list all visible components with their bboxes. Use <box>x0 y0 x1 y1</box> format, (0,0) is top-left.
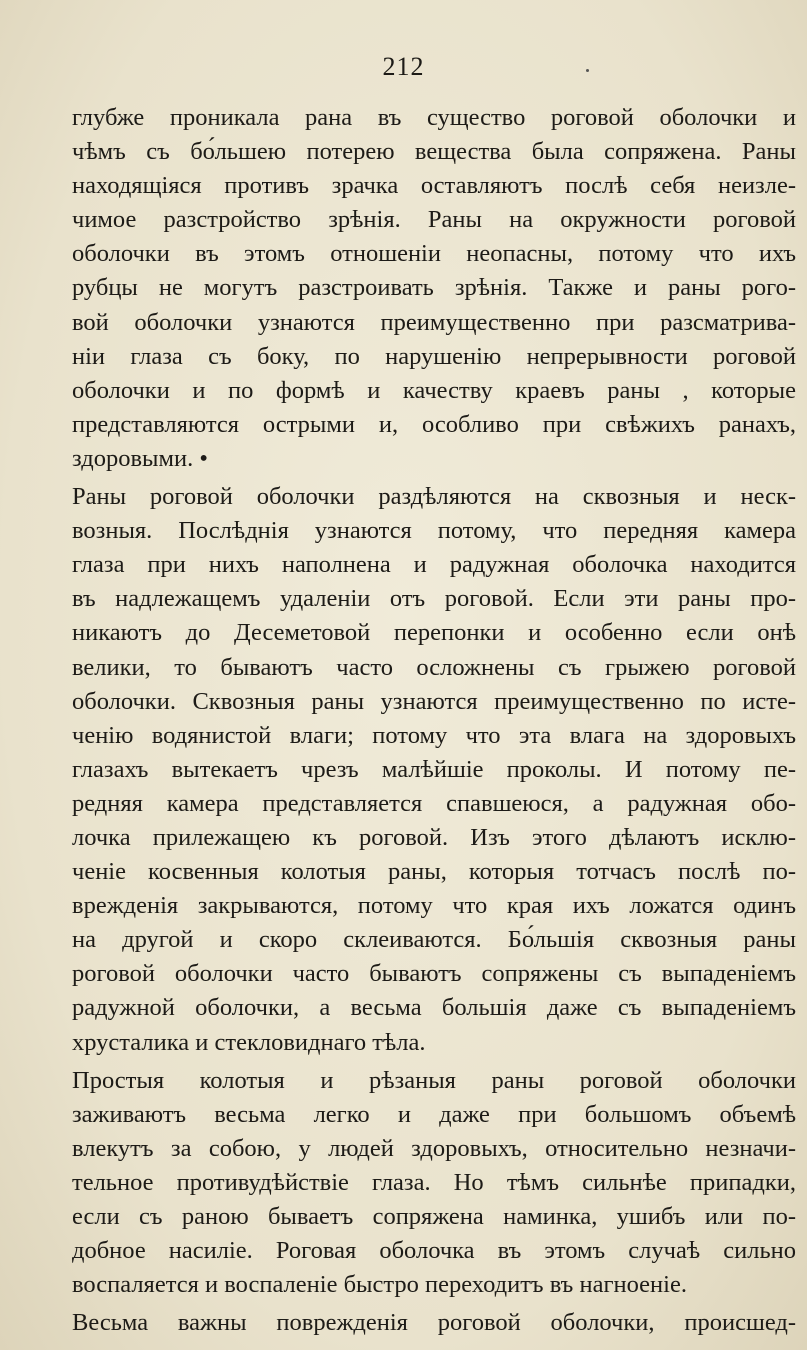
text-line: воспаляется и воспаленіе быстро переходитъ въ нагноеніе. <box>72 1271 687 1299</box>
paragraph-2 <box>72 480 796 1060</box>
text-line: глазахъ вытекаетъ чрезъ малѣйшіе проколы. И потому пе- <box>72 755 796 783</box>
text-line: заживаютъ весьма легко и даже при большомъ объемѣ <box>72 1100 796 1128</box>
text-line: рубцы не могутъ разстроивать зрѣнія. Также и раны рого- <box>72 274 796 302</box>
paragraph-4 <box>72 1306 796 1340</box>
text-line: редняя камера представляется спавшеюся, а радужная обо- <box>72 789 796 817</box>
text-line: Раны роговой оболочки раздѣляются на сквозныя и неск- <box>72 483 796 511</box>
text-line: оболочки въ этомъ отношеніи неопасны, потому что ихъ <box>72 240 796 268</box>
text-line: хрусталика и стекловиднаго тѣла. <box>72 1028 426 1056</box>
text-line: въ надлежащемъ удаленіи отъ роговой. Если эти раны про- <box>72 585 796 613</box>
text-line: чѣмъ съ бо́льшею потерею вещества была сопряжена. Раны <box>72 138 796 166</box>
text-line: Простыя колотыя и рѣзаныя раны роговой оболочки <box>72 1066 796 1094</box>
text-line: добное насиліе. Роговая оболочка въ этомъ случаѣ сильно <box>72 1237 796 1265</box>
text-line: представляются острыми и, особливо при свѣжихъ ранахъ, <box>72 410 796 438</box>
text-line: Весьма важны поврежденія роговой оболочки, происшед- <box>72 1309 796 1337</box>
text-line: глаза при нихъ наполнена и радужная оболочка находится <box>72 551 796 579</box>
text-line: врежденія закрываются, потому что края ихъ ложатся одинъ <box>72 892 796 920</box>
text-line: находящіяся противъ зрачка оставляютъ послѣ себя неизле- <box>72 172 796 200</box>
text-line: ніи глаза съ боку, по нарушенію непрерывности роговой <box>72 342 796 370</box>
text-line: если съ раною бываетъ сопряжена наминка, ушибъ или по- <box>72 1203 796 1230</box>
text-line: возныя. Послѣднія узнаются потому, что передняя камера <box>72 517 796 545</box>
paragraph-1 <box>72 101 796 476</box>
text-line: оболочки. Сквозныя раны узнаются преимущественно по исте- <box>72 687 796 715</box>
body-text <box>72 101 796 1340</box>
text-line: на другой и скоро склеиваются. Бо́льшія сквозныя раны <box>72 926 796 954</box>
text-line: глубже проникала рана въ существо роговой оболочки и <box>72 104 796 131</box>
ink-speck <box>586 69 589 72</box>
text-line: роговой оболочки часто бываютъ сопряжены съ выпаденіемъ <box>72 960 796 988</box>
text-line: влекутъ за собою, у людей здоровыхъ, относительно незначи- <box>72 1134 796 1162</box>
paragraph-3 <box>72 1064 796 1303</box>
text-line: ченію водянистой влаги; потому что эта влага на здоровыхъ <box>72 721 796 749</box>
page-number: 212 <box>382 52 425 81</box>
text-line: велики, то бываютъ часто осложнены съ грыжею роговой <box>72 653 796 681</box>
text-line: ченіе косвенныя колотыя раны, которыя тотчасъ послѣ по- <box>72 858 796 886</box>
text-line: чимое разстройство зрѣнія. Раны на окружности роговой <box>72 206 796 234</box>
text-line: никаютъ до Десеметовой перепонки и особенно если онѣ <box>72 619 796 647</box>
text-line: радужной оболочки, а весьма большія даже съ выпаденіемъ <box>72 994 796 1022</box>
text-line: вой оболочки узнаются преимущественно при разсматрива- <box>72 308 796 336</box>
text-line: тельное противудѣйствіе глаза. Но тѣмъ сильнѣе припадки, <box>72 1168 796 1196</box>
text-line: лочка прилежащею къ роговой. Изъ этого дѣлаютъ исклю- <box>72 823 796 851</box>
text-line: здоровыми. • <box>72 444 208 472</box>
text-line: оболочки и по формѣ и качеству краевъ раны , которые <box>72 376 796 404</box>
